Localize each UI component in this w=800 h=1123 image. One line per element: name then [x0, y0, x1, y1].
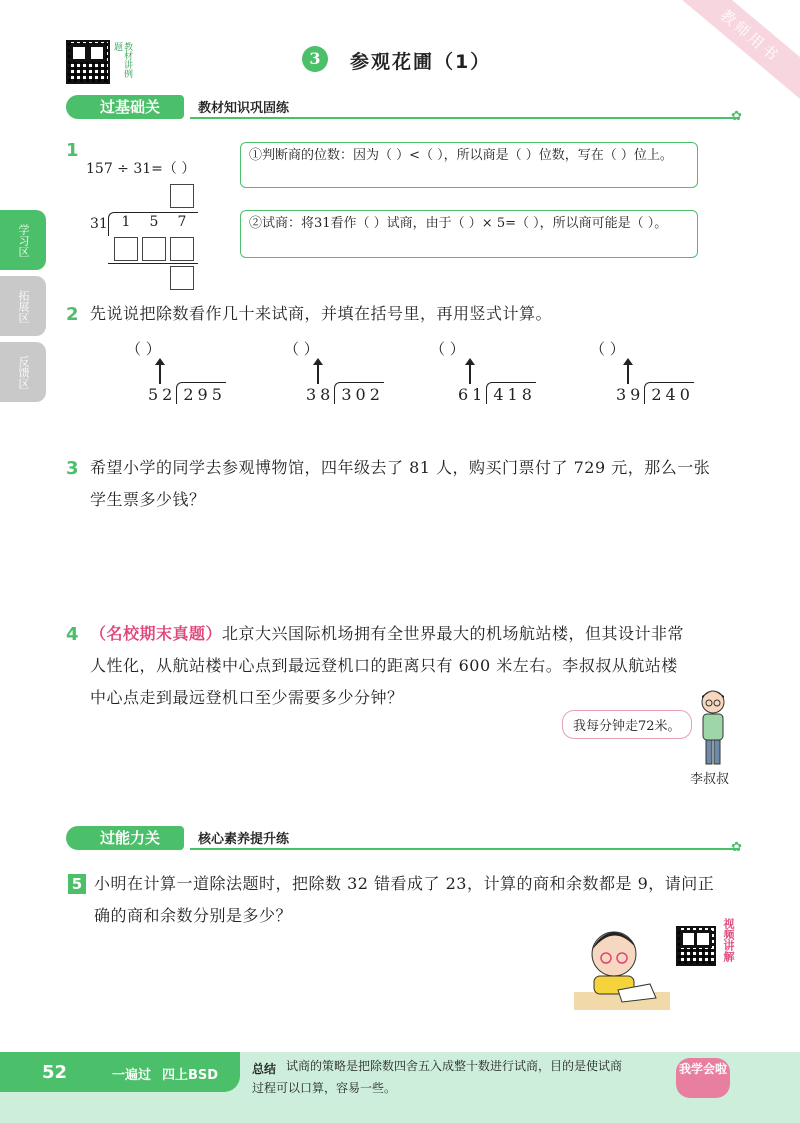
q4-line3: 中心点走到最远登机口至少需要多少分钟？	[90, 688, 404, 707]
subtraction-line	[108, 263, 198, 264]
q5-line1: 小明在计算一道除法题时，把除数 32 错看成了 23，计算的商和余数都是 9，请问正	[94, 874, 715, 893]
estimate-blank[interactable]: （ ）	[430, 340, 465, 358]
question-number: 1	[66, 140, 79, 161]
hint-text: ②试商：将31看作（ ）试商，由于（ ）× 5=（ ），所以商可能是（ ）。	[249, 216, 668, 231]
q2-problem	[120, 338, 250, 408]
qr-label: 教材讲例题	[112, 42, 132, 78]
section-basic-banner	[66, 95, 742, 124]
summary-line2: 过程可以口算，容易一些。	[252, 1081, 397, 1095]
flower-icon: ✿	[731, 109, 742, 124]
grade-label: 四上BSD	[162, 1068, 219, 1083]
question-number: 2	[66, 304, 79, 325]
q1-divisor: 31	[90, 216, 108, 232]
header-qr-code[interactable]	[66, 40, 110, 84]
answer-box[interactable]	[114, 237, 138, 261]
uncle-li-illustration	[688, 688, 738, 768]
answer-box[interactable]	[170, 237, 194, 261]
video-label: 视频讲解	[722, 918, 735, 962]
q2-problem	[430, 338, 560, 408]
arrow-up-icon	[627, 364, 629, 384]
arrow-up-icon	[159, 364, 161, 384]
page-number: 52	[42, 1062, 68, 1083]
estimate-blank[interactable]: （ ）	[590, 340, 625, 358]
exam-tag: （名校期末真题）	[90, 624, 223, 643]
question-number: 4	[66, 624, 79, 645]
q5-line2: 确的商和余数分别是多少？	[94, 906, 293, 925]
summary-label: 总结	[252, 1062, 277, 1076]
video-qr-code[interactable]	[676, 926, 716, 966]
dividend-digit: 1	[121, 214, 131, 230]
divisor: 52	[148, 385, 177, 404]
divisor: 39	[616, 385, 645, 404]
divisor: 38	[306, 385, 335, 404]
hint-text: ①判断商的位数：因为（ ）<（ ），所以商是（ ）位数，写在（ ）位上。	[249, 148, 673, 163]
tab-feedback-zone[interactable]: 反馈区	[0, 342, 46, 402]
dividend-digit: 5	[149, 214, 159, 230]
division-expression	[148, 382, 226, 404]
answer-box[interactable]	[170, 184, 194, 208]
division-expression	[616, 382, 694, 404]
tab-extension-zone[interactable]: 拓展区	[0, 276, 46, 336]
dividend-digit: 7	[177, 214, 187, 230]
estimate-blank[interactable]: （ ）	[126, 340, 161, 358]
learned-badge[interactable]: 我学会啦	[676, 1058, 730, 1098]
section-ability-banner	[66, 826, 742, 855]
section-title: 过基础关	[66, 95, 184, 119]
teacher-edition-ribbon: 教师用书	[655, 0, 800, 119]
student-illustration	[574, 918, 670, 1010]
q1-hint-trial	[240, 210, 698, 258]
q4-line2: 人性化，从航站楼中心点到最远登机口的距离只有 600 米左右。李叔叔从航站楼	[90, 656, 678, 675]
divisor: 61	[458, 385, 487, 404]
q3-line1: 希望小学的同学去参观博物馆，四年级去了 81 人，购买门票付了 729 元，那么一张	[90, 458, 711, 477]
q4-line1	[90, 618, 684, 650]
q2-problem	[590, 338, 720, 408]
dividend: 302	[334, 382, 384, 404]
dividend: 240	[644, 382, 694, 404]
division-expression	[306, 382, 384, 404]
divider	[190, 117, 738, 119]
question-number: 3	[66, 458, 79, 479]
answer-box[interactable]	[170, 266, 194, 290]
q3-line2: 学生票多少钱？	[90, 490, 206, 509]
section-subtitle: 核心素养提升练	[198, 832, 290, 847]
page-title: 参观花圃（1）	[350, 51, 492, 73]
speech-bubble: 我每分钟走72米。	[562, 710, 692, 739]
q1-equation: 157 ÷ 31=（ ）	[86, 161, 196, 177]
person-name: 李叔叔	[690, 772, 730, 787]
question-number: 5	[68, 874, 86, 894]
arrow-up-icon	[317, 364, 319, 384]
section-subtitle: 教材知识巩固练	[198, 101, 290, 116]
tab-study-zone[interactable]: 学习区	[0, 210, 46, 270]
division-expression	[458, 382, 536, 404]
dividend: 418	[486, 382, 536, 404]
footer-bar	[0, 1052, 800, 1123]
section-title: 过能力关	[66, 826, 184, 850]
q2-problem	[284, 338, 414, 408]
summary-line1: 试商的策略是把除数四舍五入成整十数进行试商，目的是使试商	[286, 1059, 623, 1073]
dividend: 295	[176, 382, 226, 404]
q1-dividend	[112, 214, 196, 230]
q4-text: 北京大兴国际机场拥有全世界最大的机场航站楼，但其设计非常	[222, 624, 685, 643]
estimate-blank[interactable]: （ ）	[284, 340, 319, 358]
q2-text: 先说说把除数看作几十来试商，并填在括号里，再用竖式计算。	[90, 304, 553, 323]
flower-icon: ✿	[731, 840, 742, 855]
divider	[190, 848, 738, 850]
brand-name: 一遍过	[112, 1068, 152, 1083]
arrow-up-icon	[469, 364, 471, 384]
lesson-number-badge: 3	[302, 46, 328, 72]
answer-box[interactable]	[142, 237, 166, 261]
q1-hint-digits	[240, 142, 698, 188]
